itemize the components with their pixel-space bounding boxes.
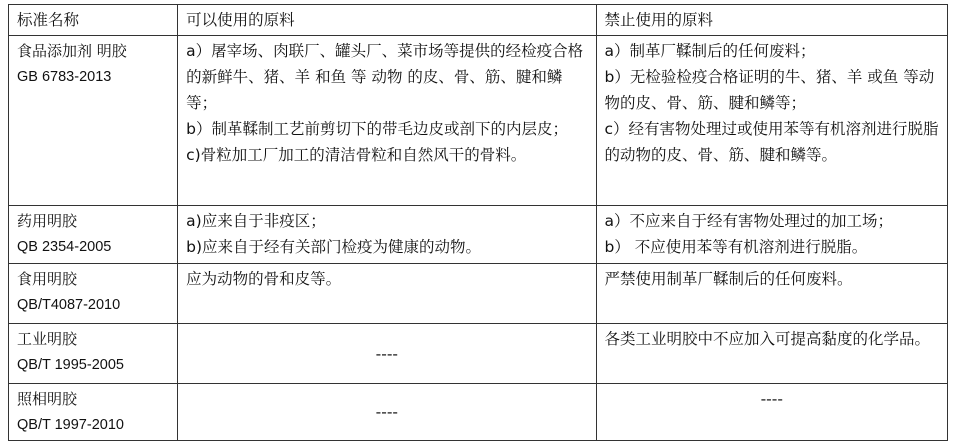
forbidden-item: b） 不应使用苯等有机溶剂进行脱脂。 xyxy=(604,238,868,256)
forbidden-item: b）无检验检疫合格证明的牛、猪、羊 或鱼 等动物的皮、骨、筋、腱和鳞等； xyxy=(604,68,935,112)
forbidden-cell xyxy=(596,206,948,264)
allowed-item: c)骨粒加工厂加工的清洁骨粒和自然风干的骨料。 xyxy=(186,146,527,164)
header-forbidden: 禁止使用的原料 xyxy=(596,5,948,36)
allowed-item: ---- xyxy=(375,344,399,363)
allowed-item: ---- xyxy=(375,403,399,421)
allowed-cell xyxy=(178,324,596,384)
allowed-cell xyxy=(178,384,596,441)
standard-name: 工业明胶 xyxy=(17,330,78,348)
standard-name: 食用明胶 xyxy=(17,270,78,288)
table-row xyxy=(9,36,948,206)
table-row xyxy=(9,264,948,324)
forbidden-item: a）不应来自于经有害物处理过的加工场； xyxy=(604,212,893,230)
standard-name: 药用明胶 xyxy=(17,212,78,230)
gelatin-standards-table xyxy=(8,4,948,441)
forbidden-item: c）经有害物处理过或使用苯等有机溶剂进行脱脂的动物的皮、骨、筋、腱和鳞等。 xyxy=(604,120,939,164)
standard-name: 照相明胶 xyxy=(17,390,78,408)
allowed-item: b)应来自于经有关部门检疫为健康的动物。 xyxy=(186,238,482,256)
table-row xyxy=(9,206,948,264)
allowed-cell xyxy=(178,264,596,324)
allowed-item: 应为动物的骨和皮等。 xyxy=(186,270,342,288)
standard-code: GB 6783-2013 xyxy=(17,69,112,85)
standard-name: 食品添加剂 明胶 xyxy=(17,42,127,60)
allowed-cell xyxy=(178,206,596,264)
allowed-item: b）制革鞣制工艺前剪切下的带毛边皮或剖下的内层皮； xyxy=(186,120,568,138)
forbidden-cell xyxy=(596,384,948,441)
forbidden-cell xyxy=(596,36,948,206)
allowed-cell xyxy=(178,36,596,206)
header-allowed: 可以使用的原料 xyxy=(178,5,596,36)
forbidden-cell xyxy=(596,324,948,384)
standard-cell xyxy=(9,384,178,441)
header-row xyxy=(9,5,948,36)
standard-code: QB 2354-2005 xyxy=(17,239,112,255)
allowed-item: a)应来自于非疫区； xyxy=(186,212,326,230)
forbidden-item: 严禁使用制革厂鞣制后的任何废料。 xyxy=(604,270,853,288)
table-row xyxy=(9,324,948,384)
allowed-item: a）屠宰场、肉联厂、罐头厂、菜市场等提供的经检疫合格的新鲜牛、猪、羊 和鱼 等 动物 的皮、骨、筋、腱和鳞等； xyxy=(186,42,584,112)
forbidden-item: ---- xyxy=(760,390,783,408)
standard-code: QB/T4087-2010 xyxy=(17,297,121,313)
forbidden-item: a）制革厂鞣制后的任何废料； xyxy=(604,42,816,60)
table-row xyxy=(9,384,948,441)
standard-cell xyxy=(9,206,178,264)
forbidden-cell xyxy=(596,264,948,324)
header-standard-name: 标准名称 xyxy=(9,5,178,36)
standard-code: QB/T 1995-2005 xyxy=(17,357,124,373)
standard-cell xyxy=(9,36,178,206)
standard-cell xyxy=(9,264,178,324)
standard-cell xyxy=(9,324,178,384)
standard-code: QB/T 1997-2010 xyxy=(17,417,124,433)
forbidden-item: 各类工业明胶中不应加入可提高黏度的化学品。 xyxy=(604,330,931,348)
